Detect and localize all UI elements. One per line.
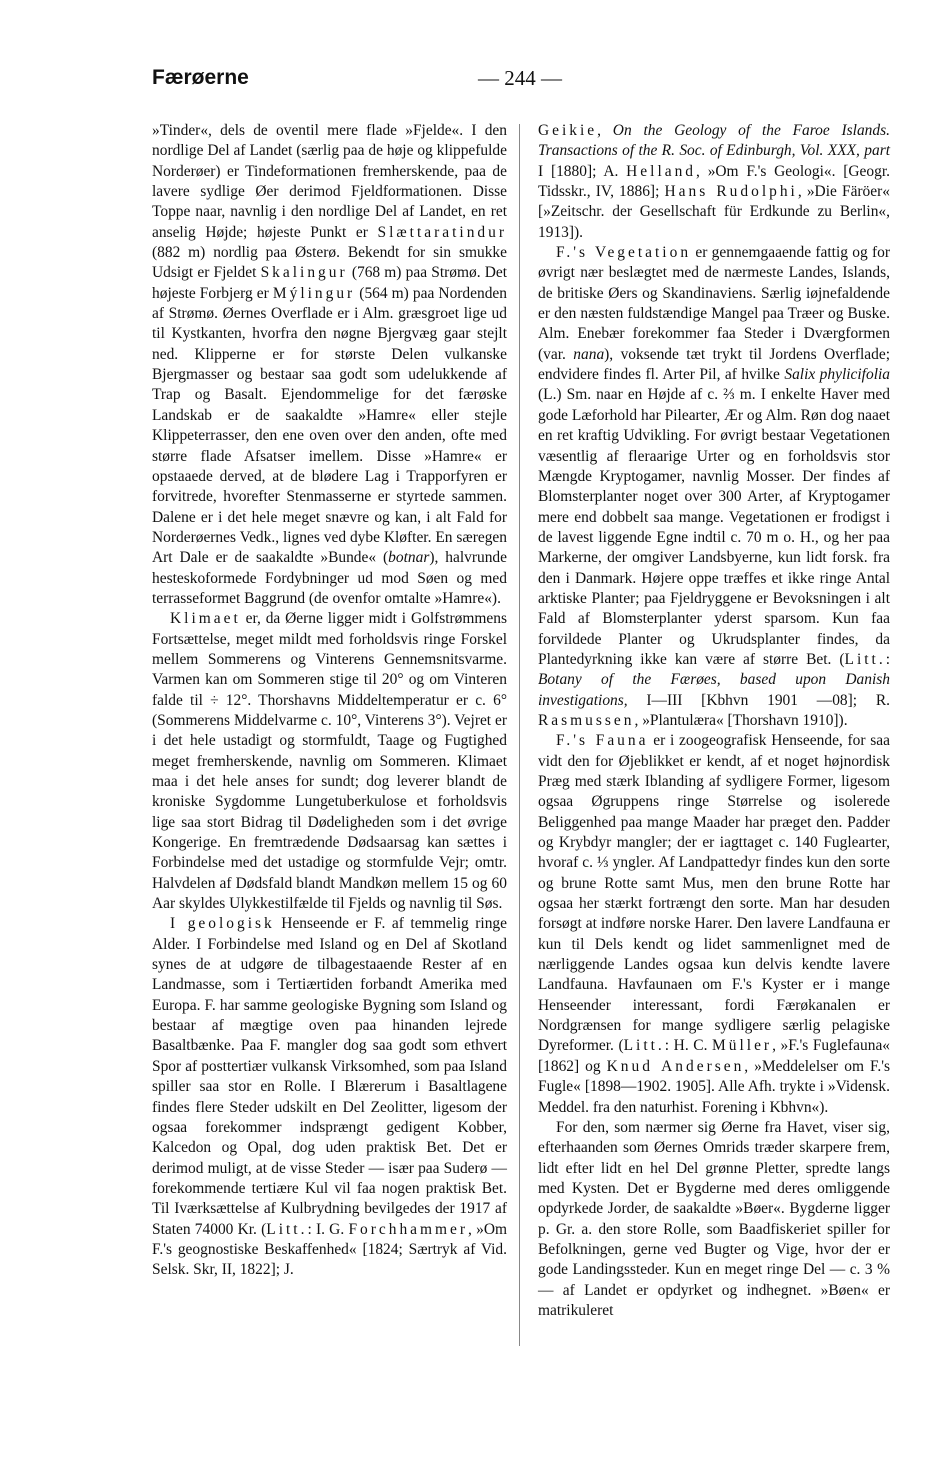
- running-head: [152, 66, 888, 102]
- paragraph-landscape: »Tinder«, dels de oventil mere flade »Fjelde«. I den nordlige Del af Landet (særlig paa de høje og klippefulde Norderøer) er Tindeformationen fremherskende, paa de lavere sydlige Øer derimod Fjeldformationen. Disse Toppe naar, navnlig i den nordlige Del af Landet, en ret anselig Højde; højeste Punkt er Slættaratindur (882 m) nordlig paa Østerø. Bekendt for sin smukke Udsigt er Fjeldet Skalingur (768 m) paa Strømø. Det højeste Forbjerg er Mýlingur (564 m) paa Nordenden af Strømø. Øernes Overflade er i Alm. græsgroet lige ud til Kystkanten, hvorfra den nøgne Bjergvæg gaar stejlt ned. Klipperne er for største Delen vulkanske Bjergmasser og bestaar saa godt som udelukkende af Trap og Basalt. Ejendommelige for det færøske Landskab er de saakaldte »Hamre« eller stejle Klippeterrasser, den ene oven over den anden, ofte med større flade Afsatser imellem. Disse »Hamre« er opstaaede derved, at de blødere Lag i Trapporfyren er forvitrede, hvorefter Stenmasserne er styrtede sammen. Dalene er i det hele meget snævre og kan, i alt Fald for Norderøernes Vedk., lignes ved dybe Kløfter. En særegen Art Dale er de saakaldte »Bunde« (botnar), halvrunde hesteskoformede Fordybninger ud mod Søen og med terrasseformet Baggrund (de ovenfor omtalte »Hamre«).: [152, 122, 508, 607]
- paragraph-geology-references: Geikie, On the Geology of the Faroe Islands. Transactions of the R. Soc. of Edinburgh, Vol. XXX, part I [1880]; A. Helland, »Om F.'s Geologi«. [Geogr. Tidsskr., IV, 1886]; Hans Rudolphi, »Die Färöer« [»Zeitschr. der Gesellschaft für Erdkunde zu Berlin«, 1913]).: [538, 122, 890, 241]
- page-number: — 244 —: [478, 66, 562, 90]
- column-divider: [519, 124, 520, 1346]
- paragraph-geology: I geologisk Henseende er F. af temmelig ringe Alder. I Forbindelse med Island og en Del af Skotland synes de at udgøre de tilbagestaaende Rester af en Landmasse, som i Tertiærtiden forbandt Amerika med Europa. F. har samme geologiske Bygning som Island og bestaar af mægtige oven paa hinanden lejrede Basaltbænke. Paa F. mangler dog saa godt som ethvert Spor af posttertiær vulkansk Virksomhed, som paa Island spiller saa stor en Rolle. I Blærerum i Basaltlagene findes flere Steder udskilt en Del Zeolitter, ligesom der ogsaa forekommer indsprængt gedigent Kobber, Kalcedon og Opal, dog uden praktisk Bet. Det er derimod muligt, at de visse Steder — især paa Suderø — forekommende tertiære Kul vil faa nogen praktisk Bet. Til Iværksættelse af Kulbrydning bevilgedes der 1917 af Staten 74000 Kr. (Litt.: I. G. Forchhammer, »Om F.'s geognostiske Beskaffenhed« [1824; Særtryk af Vid. Selsk. Skr, II, 1822]; J.: [152, 915, 508, 1279]
- paragraph-fauna: F.'s Fauna er i zoogeografisk Henseende, for saa vidt den for Øjeblikket er kendt, af et noget højnordisk Præg med stærk Iblanding af sydligere Former, ligesom ogsaa Øgruppens ringe Størrelse og isolerede Beliggenhed paa mange Maader har præget den. Padder og Krybdyr mangler; der er iagttaget c. 140 Fuglearter, hvoraf c. ⅓ yngler. Af Landpattedyr findes kun den sorte og brune Rotte samt Mus, men den brune Rotte har ogsaa her stærkt fortrængt den sorte. Man har desuden forsøgt at indføre norske Harer. Den lavere Landfauna er kun til Dels kendt og lidet sammenlignet med de nærliggende Landes ogsaa kun delvis kendte lavere Landfauna. Havfaunaen om F.'s Kyster er i mange Henseender interessant, fordi Færøkanalen er Nordgrænsen for mange sydligere særlig pelagiske Dyreformer. (Litt.: H. C. Müller, »F.'s Fuglefauna« [1862] og Knud Andersen, »Meddelelser om F.'s Fugle« [1898—1902. 1905]. Alle Afh. trykte i »Vidensk. Meddel. fra den naturhist. Forening i Kbhvn«).: [538, 732, 891, 1116]
- paragraph-vegetation: F.'s Vegetation er gennemgaaende fattig og for øvrigt nær beslægtet med de nærmeste Landes, Islands, de britiske Øers og Skandinaviens. Særlig iøjnefaldende er den næsten fuldstændige Mangel paa Træer og Buske. Alm. Enebær forekommer faa Steder i Dværgformen (var. nana), voksende tæt trykt til Jordens Overflade; endvidere findes fl. Arter Pil, af hvilke Salix phylicifolia (L.) Sm. naar en Højde af c. ⅔ m. I enkelte Haver med gode Læforhold har Pilearter, Ær og Alm. Røn dog naaet en ret kraftig Udvikling. For øvrigt bestaar Vegetationen væsentlig af fleraarige Urter og en forholdsvis stor Mængde Kryptogamer, navnlig Mosser. Der findes af Blomsterplanter noget over 300 Arter, af Kryptogamer mere end dobbelt saa mange. Vegetationen er frodigst i de lavest liggende Egne indtil c. 70 m o. H., og her paa Markerne, der omgiver Landsbyerne, kun lidt forsk. fra den i Danmark. Højere oppe træffes et ikke ringe Antal arktiske Planter; paa Fjeldryggene er Bevoksningen i alt Fald af Blomsterplanter yderst sparsom. Kun faa forvildede Planter og Ukrudsplanter findes, da Plantedyrkning ikke kan være af større Bet. (Litt.: Botany of the Færøes, based upon Danish investigations, I—III [Kbhvn 1901 —08]; R. Rasmussen, »Plantulæra« [Thorshavn 1910]).: [538, 244, 891, 729]
- right-text-column: [538, 121, 890, 1321]
- left-text-column: [152, 121, 507, 1281]
- page-header-title: Færøerne: [152, 66, 249, 89]
- paragraph-settlements: For den, som nærmer sig Øerne fra Havet, viser sig, efterhaanden som Øernes Omrids træder skarpere frem, lidt efter lidt en hel Del grønne Pletter, spredte langs med Kysten. Det er Bygderne med deres omliggende opdyrkede Jorder, de saakaldte »Bøer«. Bygderne ligger p. Gr. a. den store Rolle, som Baadfiskeriet spiller for Befolkningen, gerne ved Bugter og Vige, hvor der er gode Landingssteder. Kun en meget ringe Del — c. 3 % — af Landet er opdyrket og indhegnet. »Bøen« er matrikuleret: [538, 1118, 890, 1319]
- paragraph-climate: Klimaet er, da Øerne ligger midt i Golfstrømmens Fortsættelse, meget mildt med forholdsvis ringe Forskel mellem Sommerens og Vinterens Gennemsnitsvarme. Varmen kan om Sommeren stige til 20° og om Vinteren falde til ÷ 12°. Thorshavns Middeltemperatur er c. 6° (Sommerens Middelvarme c. 10°, Vinterens 3°). Vejret er i det hele ustadigt og stormfuldt, Taage og Fugtighed meget fremherskende, navnlig om Sommeren. Klimaet maa i det hele anses for sundt; dog leverer blandt de kroniske Sygdomme Lungetuberkulose et forholdsvis lige saa stort Bidrag til Dødeligheden som i det øvrige Kongerige. En fremtrædende Dødsaarsag kan sættes i Forbindelse med det ustadige og stormfulde Vejr; omtr. Halvdelen af Dødsfald blandt Mandkøn mellem 15 og 60 Aar skyldes Ulykkestilfælde til Fjelds og navnlig til Søs.: [152, 610, 507, 913]
